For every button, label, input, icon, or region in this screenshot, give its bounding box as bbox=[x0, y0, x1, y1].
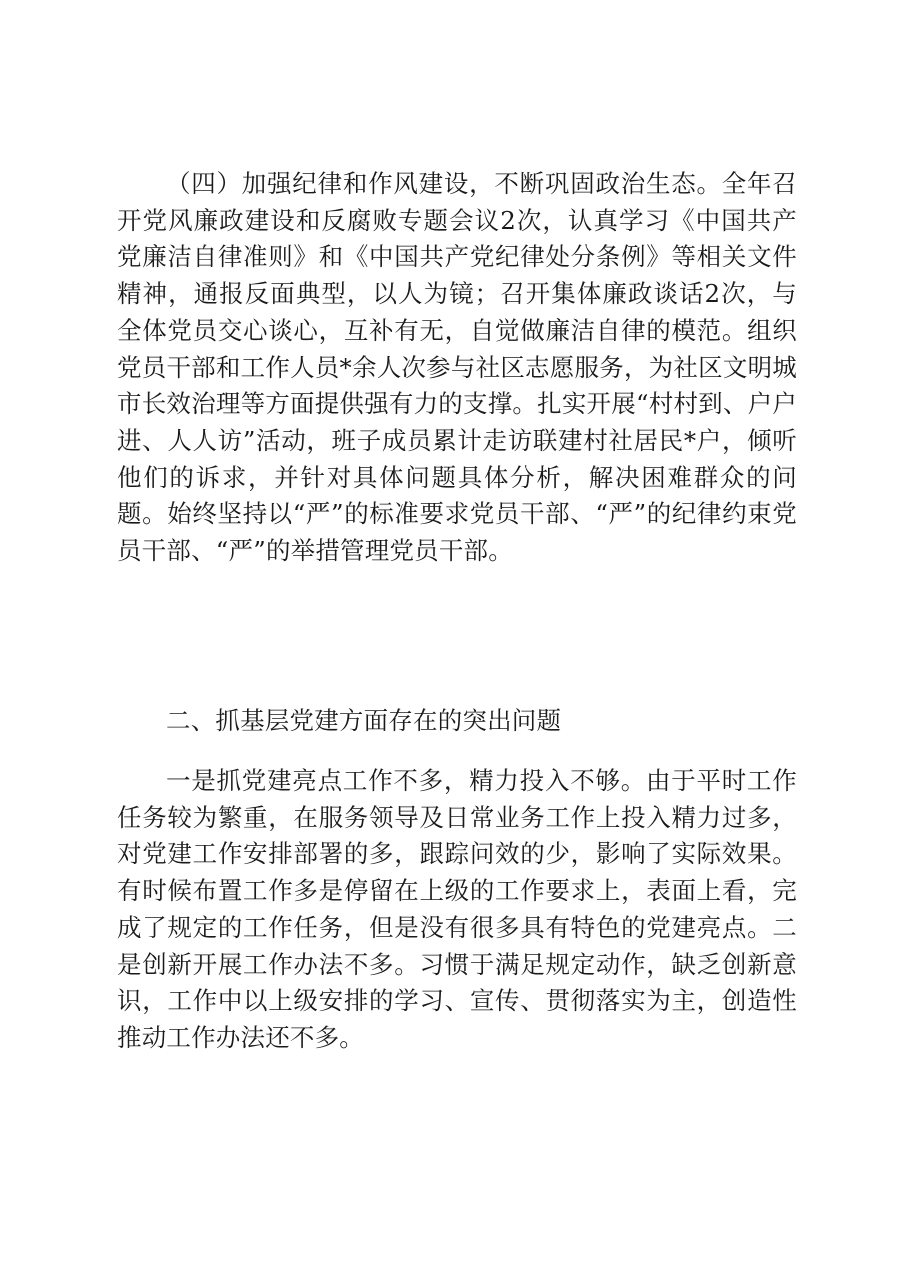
paragraph-discipline-and-style: （四）加强纪律和作风建设，不断巩固政治生态。全年召开党风廉政建设和反腐败专题会议2次，认真学习《中国共产党廉洁自律准则》和《中国共产党纪律处分条例》等相关文件精神，通报反面典型，以人为镜；召开集体廉政谈话2次，与全体党员交心谈心，互补有无，自觉做廉洁自律的模范。组织党员干部和工作人员*余人次参与社区志愿服务，为社区文明城市长效治理等方面提供强有力的支撑。扎实开展“村村到、户户进、人人访”活动，班子成员累计走访联建村社居民*户，倾听他们的诉求，并针对具体问题具体分析，解决困难群众的问题。始终坚持以“严”的标准要求党员干部、“严”的纪律约束党员干部、“严”的举措管理党员干部。 bbox=[117, 169, 797, 566]
section-heading-problems: 二、抓基层党建方面存在的突出问题 bbox=[166, 706, 562, 735]
paragraph-problems-detail: 一是抓党建亮点工作不多，精力投入不够。由于平时工作任务较为繁重，在服务领导及日常业务工作上投入精力过多，对党建工作安排部署的多，跟踪问效的少，影响了实际效果。有时候布置工作多是停留在上级的工作要求上，表面上看，完成了规定的工作任务，但是没有很多具有特色的党建亮点。二是创新开展工作办法不多。习惯于满足规定动作，缺乏创新意识，工作中以上级安排的学习、宣传、贯彻落实为主，创造性推动工作办法还不多。 bbox=[117, 766, 797, 1052]
